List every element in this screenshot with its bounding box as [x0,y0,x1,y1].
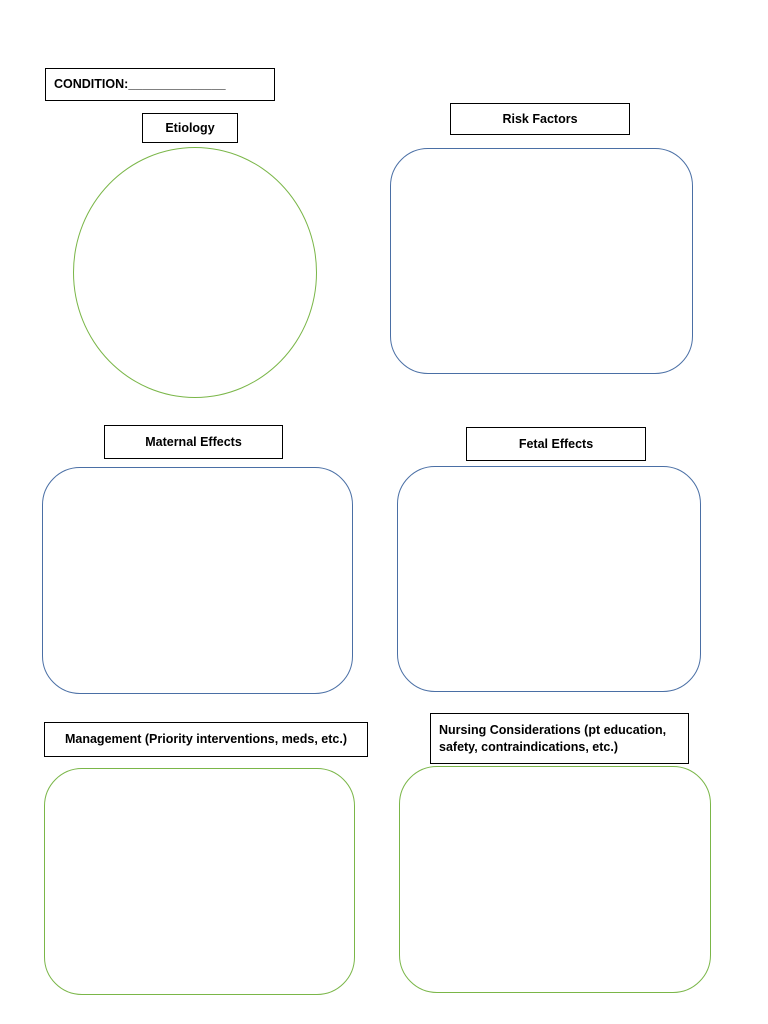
fetal-effects-box[interactable] [397,466,701,692]
fetal-effects-title: Fetal Effects [466,427,646,461]
condition-field[interactable] [45,68,275,101]
maternal-effects-title: Maternal Effects [104,425,283,459]
nursing-considerations-box[interactable] [399,766,711,993]
management-box[interactable] [44,768,355,995]
condition-label: CONDITION: [54,77,129,92]
risk-factors-box[interactable] [390,148,693,374]
maternal-effects-box[interactable] [42,467,353,694]
etiology-circle[interactable] [73,147,317,398]
nursing-considerations-title: Nursing Considerations (pt education, safety, contraindications, etc.) [430,713,689,764]
risk-factors-title: Risk Factors [450,103,630,135]
etiology-title: Etiology [142,113,238,143]
condition-blank: ______________ [128,77,226,92]
management-title: Management (Priority interventions, meds, etc.) [44,722,368,757]
